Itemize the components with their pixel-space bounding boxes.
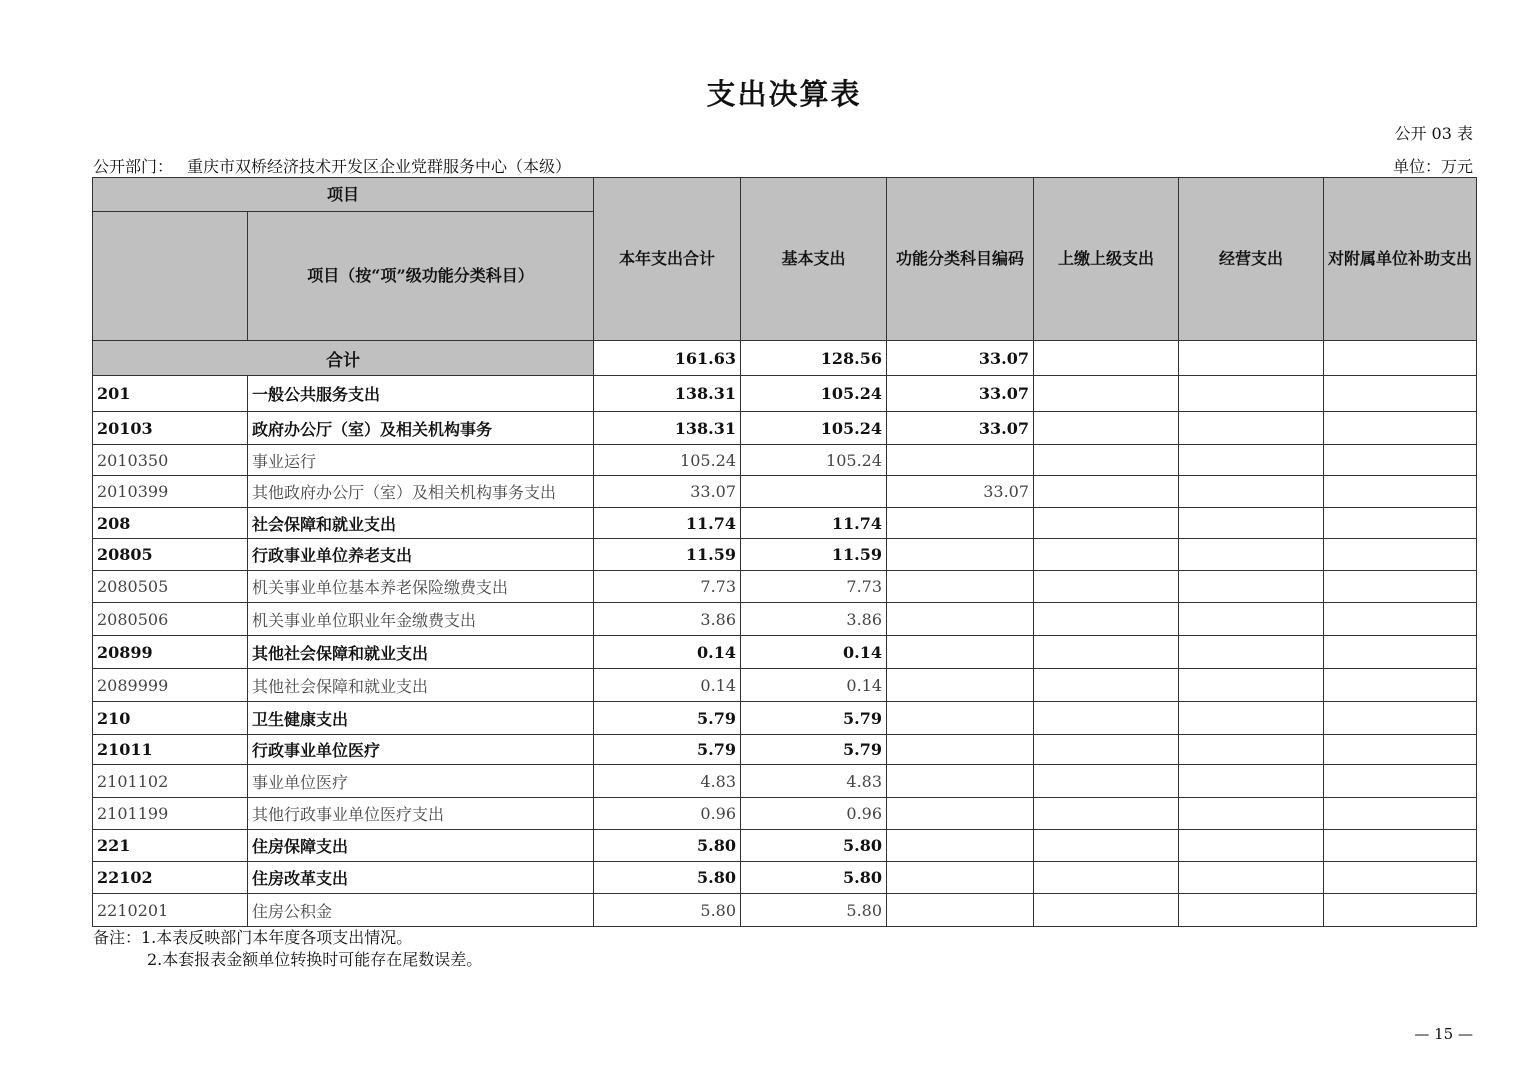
basic-cell: 11.74	[741, 508, 887, 539]
header-basic: 基本支出	[741, 178, 887, 341]
basic-cell: 0.96	[741, 798, 887, 830]
basic-cell: 0.14	[741, 636, 887, 669]
name-cell: 其他社会保障和就业支出	[248, 636, 594, 669]
upper-cell	[1034, 636, 1179, 669]
func-cell	[887, 798, 1034, 830]
total-cell: 5.79	[594, 702, 741, 735]
table-row	[93, 702, 1477, 735]
total-cell: 3.86	[594, 603, 741, 636]
basic-cell: 3.86	[741, 603, 887, 636]
upper-cell	[1034, 445, 1179, 476]
header-total: 本年支出合计	[594, 178, 741, 341]
name-cell: 住房公积金	[248, 894, 594, 927]
func-cell	[887, 830, 1034, 862]
subsidy-cell	[1324, 571, 1477, 603]
business-cell	[1179, 669, 1324, 702]
upper-cell	[1034, 341, 1179, 376]
department-label: 公开部门：	[93, 157, 174, 176]
code-cell: 2080506	[93, 603, 248, 636]
total-cell: 0.14	[594, 636, 741, 669]
table-row	[93, 476, 1477, 508]
name-cell: 事业运行	[248, 445, 594, 476]
table-row	[93, 636, 1477, 669]
subsidy-cell	[1324, 412, 1477, 445]
header-upper: 上缴上级支出	[1034, 178, 1179, 341]
page-number: — 15 —	[1414, 1025, 1473, 1043]
upper-cell	[1034, 539, 1179, 571]
total-label: 合计	[93, 341, 594, 376]
basic-cell: 5.79	[741, 735, 887, 765]
subsidy-cell	[1324, 830, 1477, 862]
business-cell	[1179, 862, 1324, 894]
total-cell: 4.83	[594, 765, 741, 798]
code-cell: 20805	[93, 539, 248, 571]
code-cell: 208	[93, 508, 248, 539]
subsidy-cell	[1324, 476, 1477, 508]
form-number: 公开 03 表	[1394, 124, 1473, 143]
subsidy-cell	[1324, 735, 1477, 765]
total-cell: 33.07	[594, 476, 741, 508]
upper-cell	[1034, 669, 1179, 702]
business-cell	[1179, 341, 1324, 376]
total-cell: 105.24	[594, 445, 741, 476]
func-cell	[887, 894, 1034, 927]
table-row	[93, 603, 1477, 636]
code-cell: 20899	[93, 636, 248, 669]
header-item-sub: 项目（按“项”级功能分类科目）	[248, 212, 594, 341]
note-line-2: 2.本套报表金额单位转换时可能存在尾数误差。	[147, 950, 483, 969]
code-cell: 2010399	[93, 476, 248, 508]
business-cell	[1179, 830, 1324, 862]
basic-cell: 5.79	[741, 702, 887, 735]
subsidy-cell	[1324, 539, 1477, 571]
upper-cell	[1034, 735, 1179, 765]
total-cell: 5.80	[594, 830, 741, 862]
business-cell	[1179, 508, 1324, 539]
code-cell: 210	[93, 702, 248, 735]
func-cell	[887, 669, 1034, 702]
upper-cell	[1034, 508, 1179, 539]
table-row	[93, 508, 1477, 539]
upper-cell	[1034, 894, 1179, 927]
func-cell	[887, 603, 1034, 636]
basic-cell	[741, 476, 887, 508]
name-cell: 住房保障支出	[248, 830, 594, 862]
name-cell: 事业单位医疗	[248, 765, 594, 798]
department-name: 重庆市双桥经济技术开发区企业党群服务中心（本级）	[187, 157, 572, 176]
upper-cell	[1034, 765, 1179, 798]
name-cell: 政府办公厅（室）及相关机构事务	[248, 412, 594, 445]
upper-cell	[1034, 412, 1179, 445]
table-row	[93, 445, 1477, 476]
business-cell	[1179, 765, 1324, 798]
subsidy-cell	[1324, 636, 1477, 669]
table-row	[93, 830, 1477, 862]
name-cell: 行政事业单位养老支出	[248, 539, 594, 571]
code-cell: 2080505	[93, 571, 248, 603]
subsidy-cell	[1324, 341, 1477, 376]
page-title: 支出决算表	[706, 77, 862, 111]
basic-cell: 105.24	[741, 412, 887, 445]
code-cell: 221	[93, 830, 248, 862]
func-cell: 33.07	[887, 412, 1034, 445]
notes	[93, 927, 482, 971]
unit-label: 单位：万元	[1392, 157, 1473, 176]
total-cell: 11.74	[594, 508, 741, 539]
table-row	[93, 539, 1477, 571]
name-cell: 行政事业单位医疗	[248, 735, 594, 765]
func-cell	[887, 636, 1034, 669]
business-cell	[1179, 571, 1324, 603]
func-cell	[887, 702, 1034, 735]
basic-cell: 4.83	[741, 765, 887, 798]
table-row	[93, 571, 1477, 603]
subsidy-cell	[1324, 798, 1477, 830]
upper-cell	[1034, 702, 1179, 735]
upper-cell	[1034, 476, 1179, 508]
subsidy-cell	[1324, 669, 1477, 702]
header-subsidy: 对附属单位补助支出	[1324, 178, 1477, 341]
basic-cell: 11.59	[741, 539, 887, 571]
name-cell: 社会保障和就业支出	[248, 508, 594, 539]
department-line	[93, 154, 571, 177]
code-cell: 20103	[93, 412, 248, 445]
basic-cell: 105.24	[741, 376, 887, 412]
func-cell	[887, 508, 1034, 539]
table-row	[93, 894, 1477, 927]
code-cell: 21011	[93, 735, 248, 765]
table-row	[93, 376, 1477, 412]
business-cell	[1179, 476, 1324, 508]
upper-cell	[1034, 830, 1179, 862]
name-cell: 机关事业单位基本养老保险缴费支出	[248, 571, 594, 603]
name-cell: 其他行政事业单位医疗支出	[248, 798, 594, 830]
name-cell: 机关事业单位职业年金缴费支出	[248, 603, 594, 636]
code-cell: 2010350	[93, 445, 248, 476]
business-cell	[1179, 702, 1324, 735]
business-cell	[1179, 798, 1324, 830]
upper-cell	[1034, 571, 1179, 603]
basic-cell: 7.73	[741, 571, 887, 603]
subsidy-cell	[1324, 894, 1477, 927]
total-cell: 0.14	[594, 669, 741, 702]
code-cell: 2101102	[93, 765, 248, 798]
func-cell: 33.07	[887, 341, 1034, 376]
header-item: 项目	[93, 178, 594, 212]
func-cell	[887, 735, 1034, 765]
business-cell	[1179, 636, 1324, 669]
func-cell: 33.07	[887, 476, 1034, 508]
basic-cell: 5.80	[741, 894, 887, 927]
code-cell: 2210201	[93, 894, 248, 927]
basic-cell: 105.24	[741, 445, 887, 476]
code-cell: 201	[93, 376, 248, 412]
name-cell: 卫生健康支出	[248, 702, 594, 735]
func-cell	[887, 539, 1034, 571]
table-row	[93, 735, 1477, 765]
business-cell	[1179, 894, 1324, 927]
upper-cell	[1034, 603, 1179, 636]
code-cell: 22102	[93, 862, 248, 894]
subsidy-cell	[1324, 702, 1477, 735]
business-cell	[1179, 603, 1324, 636]
upper-cell	[1034, 376, 1179, 412]
expenditure-table	[92, 177, 1477, 927]
func-cell: 33.07	[887, 376, 1034, 412]
header-code-blank	[93, 212, 248, 341]
table-row	[93, 669, 1477, 702]
basic-cell: 128.56	[741, 341, 887, 376]
subsidy-cell	[1324, 765, 1477, 798]
table-row	[93, 765, 1477, 798]
subsidy-cell	[1324, 603, 1477, 636]
total-cell: 0.96	[594, 798, 741, 830]
subsidy-cell	[1324, 376, 1477, 412]
func-cell	[887, 862, 1034, 894]
total-cell: 5.80	[594, 862, 741, 894]
table-row	[93, 798, 1477, 830]
total-cell: 161.63	[594, 341, 741, 376]
total-cell: 5.79	[594, 735, 741, 765]
business-cell	[1179, 539, 1324, 571]
total-row	[93, 341, 1477, 376]
business-cell	[1179, 735, 1324, 765]
subsidy-cell	[1324, 862, 1477, 894]
table-row	[93, 862, 1477, 894]
total-cell: 138.31	[594, 376, 741, 412]
business-cell	[1179, 376, 1324, 412]
business-cell	[1179, 412, 1324, 445]
total-cell: 5.80	[594, 894, 741, 927]
basic-cell: 5.80	[741, 862, 887, 894]
total-cell: 7.73	[594, 571, 741, 603]
subsidy-cell	[1324, 508, 1477, 539]
upper-cell	[1034, 798, 1179, 830]
func-cell	[887, 445, 1034, 476]
header-func-code: 功能分类科目编码	[887, 178, 1034, 341]
total-cell: 11.59	[594, 539, 741, 571]
header-business: 经营支出	[1179, 178, 1324, 341]
basic-cell: 0.14	[741, 669, 887, 702]
func-cell	[887, 765, 1034, 798]
business-cell	[1179, 445, 1324, 476]
basic-cell: 5.80	[741, 830, 887, 862]
upper-cell	[1034, 862, 1179, 894]
table-row	[93, 412, 1477, 445]
name-cell: 一般公共服务支出	[248, 376, 594, 412]
note-line-1: 备注：1.本表反映部门本年度各项支出情况。	[93, 928, 413, 947]
func-cell	[887, 571, 1034, 603]
code-cell: 2101199	[93, 798, 248, 830]
name-cell: 其他政府办公厅（室）及相关机构事务支出	[248, 476, 594, 508]
name-cell: 住房改革支出	[248, 862, 594, 894]
subsidy-cell	[1324, 445, 1477, 476]
total-cell: 138.31	[594, 412, 741, 445]
name-cell: 其他社会保障和就业支出	[248, 669, 594, 702]
code-cell: 2089999	[93, 669, 248, 702]
